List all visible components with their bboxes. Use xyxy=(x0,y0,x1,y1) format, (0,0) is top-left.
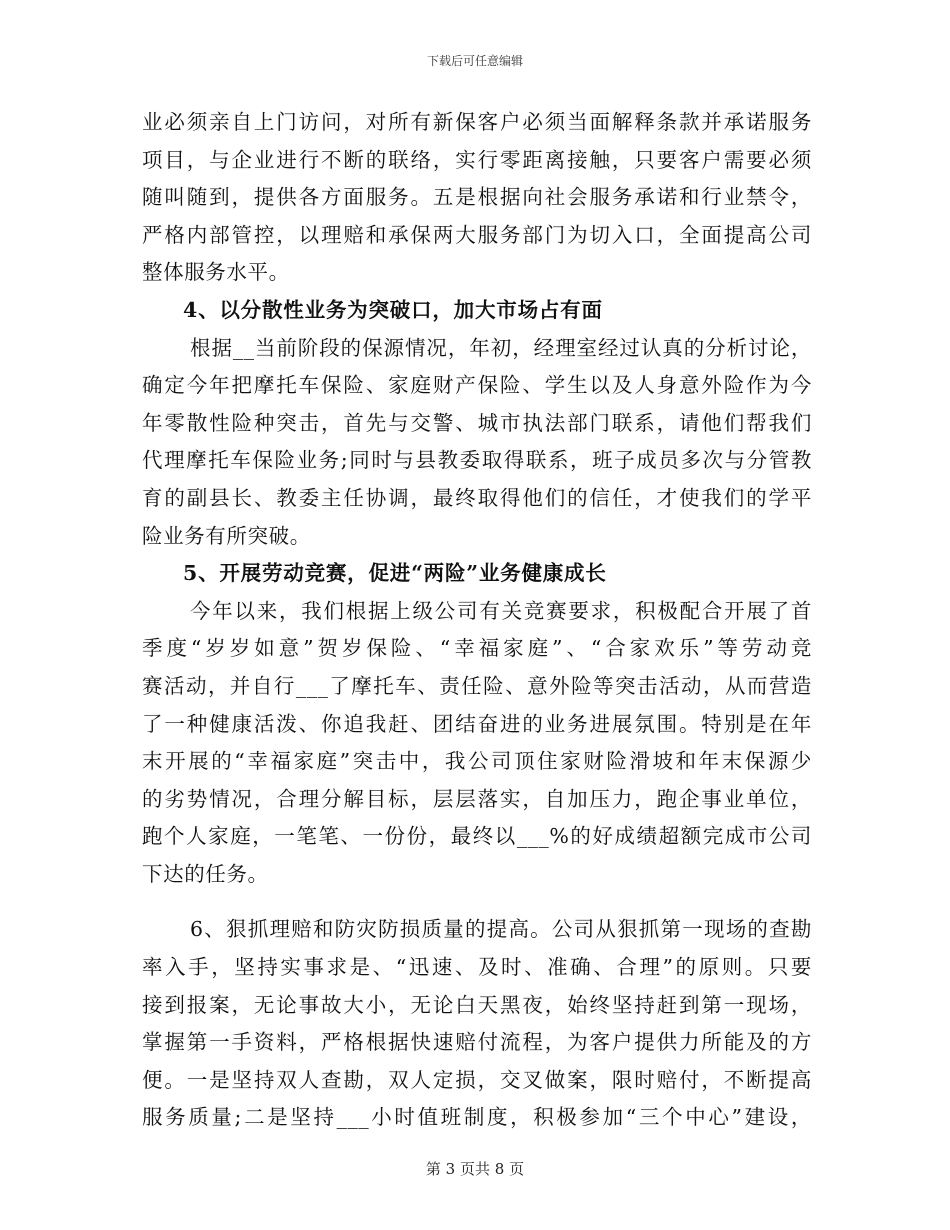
text-line: 接到报案，无论事故大小，无论白天黑夜，始终坚持赶到第一现场， xyxy=(142,992,812,1017)
text-line: 6、狠抓理赔和防灾防损质量的提高。公司从狠抓第一现场的查勘 xyxy=(190,917,812,942)
text-line: 严格内部管控，以理赔和承保两大服务部门为切入口，全面提高公司 xyxy=(142,222,812,247)
text-line: 赛活动，并自行___了摩托车、责任险、意外险等突击活动，从而营造 xyxy=(142,673,812,698)
text-line: 整体服务水平。 xyxy=(142,260,290,285)
text-line: 年零散性险种突击，首先与交警、城市执法部门联系，请他们帮我们 xyxy=(142,410,812,435)
text-line: 项目，与企业进行不断的联络，实行零距离接触，只要客户需要必须 xyxy=(142,147,812,172)
text-line: 末开展的“幸福家庭”突击中，我公司顶住家财险滑坡和年末保源少 xyxy=(142,749,812,774)
text-line: 今年以来，我们根据上级公司有关竞赛要求，积极配合开展了首 xyxy=(190,598,812,623)
text-line: 代理摩托车保险业务;同时与县教委取得联系，班子成员多次与分管教 xyxy=(142,448,812,473)
text-line: 下达的任务。 xyxy=(142,861,269,886)
document-body xyxy=(142,104,812,1137)
text-line: 随叫随到，提供各方面服务。五是根据向社会服务承诺和行业禁令， xyxy=(142,185,812,210)
text-line: 服务质量;二是坚持___小时值班制度，积极参加“三个中心”建设， xyxy=(142,1105,812,1130)
paragraph-gap xyxy=(142,893,812,911)
text-line: 便。一是坚持双人查勘，双人定损，交叉做案，限时赔付，不断提高 xyxy=(142,1067,812,1092)
page-footer: 第 3 页共 8 页 xyxy=(425,1160,525,1178)
text-line: 季度“岁岁如意”贺岁保险、“幸福家庭”、“合家欢乐”等劳动竞 xyxy=(142,636,812,661)
text-line: 掌握第一手资料，严格根据快速赔付流程，为客户提供力所能及的方 xyxy=(142,1030,812,1055)
page-header: 下载后可任意编辑 xyxy=(426,54,523,68)
text-line: 育的副县长、教委主任协调，最终取得他们的信任，才使我们的学平 xyxy=(142,485,812,510)
text-line: 率入手，坚持实事求是、“迅速、及时、准确、合理”的原则。只要 xyxy=(142,955,812,980)
section-heading: 5、开展劳动竞赛，促进“两险”业务健康成长 xyxy=(183,561,607,586)
text-line: 了一种健康活泼、你追我赶、团结奋进的业务进展氛围。特别是在年 xyxy=(142,711,812,736)
section-heading: 4、以分散性业务为突破口，加大市场占有面 xyxy=(183,297,603,322)
text-line: 确定今年把摩托车保险、家庭财产保险、学生以及人身意外险作为今 xyxy=(142,373,812,398)
text-line: 险业务有所突破。 xyxy=(142,523,311,548)
text-line: 的劣势情况，合理分解目标，层层落实，自加压力，跑企事业单位， xyxy=(142,786,812,811)
text-line: 跑个人家庭，一笔笔、一份份，最终以___%的好成绩超额完成市公司 xyxy=(142,824,812,849)
text-line: 业必须亲自上门访问，对所有新保客户必须当面解释条款并承诺服务 xyxy=(142,110,812,134)
text-line: 根据__当前阶段的保源情况，年初，经理室经过认真的分析讨论， xyxy=(190,335,812,360)
